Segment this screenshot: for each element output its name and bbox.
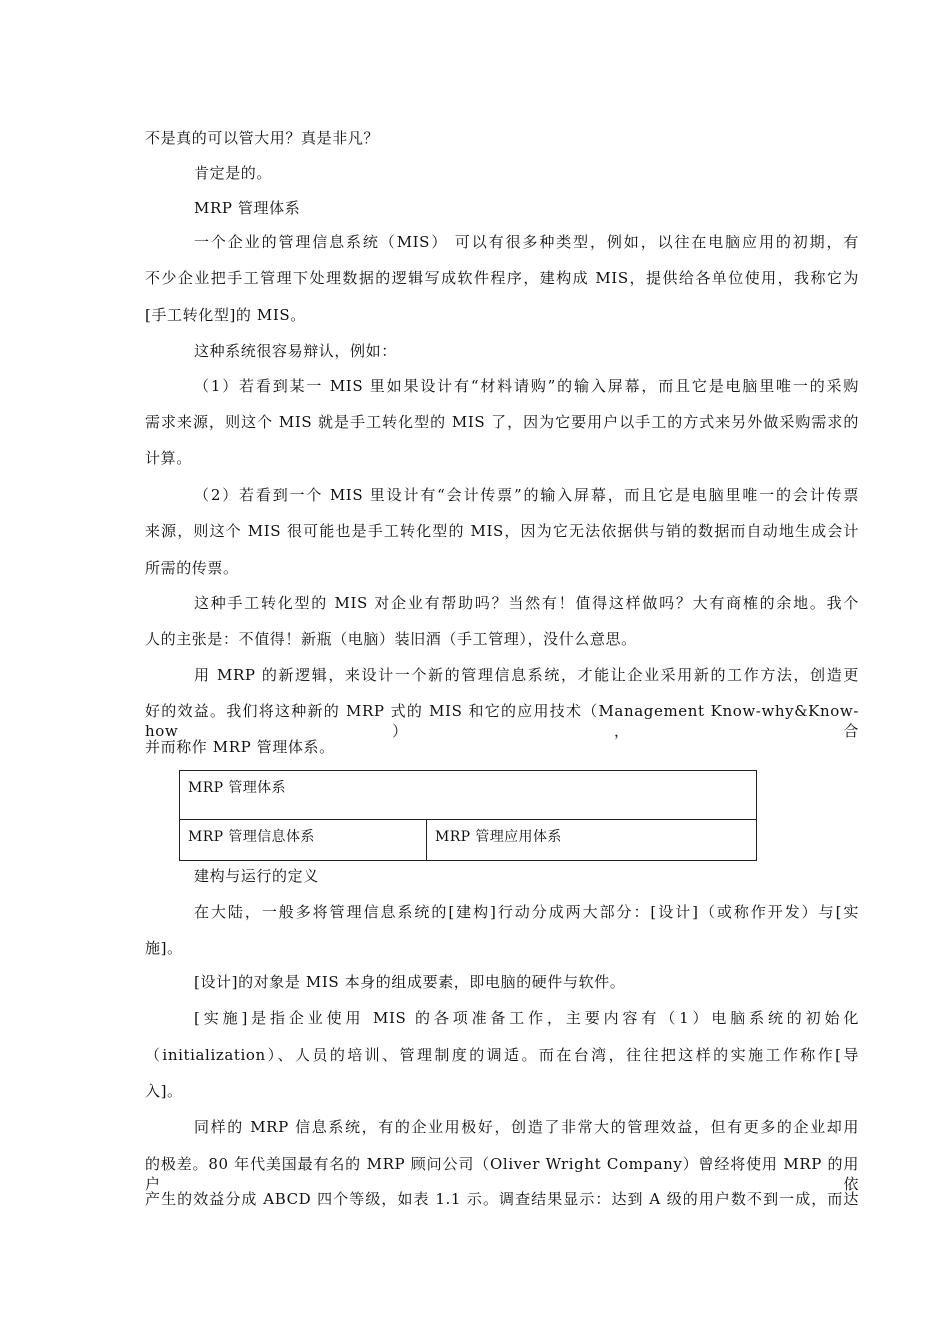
text-line: [实施]是指企业使用 MIS 的各项准备工作，主要内容有（1）电脑系统的初始化 [194, 1009, 859, 1027]
text-line: 用 MRP 的新逻辑，来设计一个新的管理信息系统，才能让企业采用新的工作方法，创造更 [194, 666, 859, 684]
text-line: 所需的传票。 [145, 559, 239, 577]
text-line: 人的主张是：不值得！新瓶（电脑）装旧酒（手工管理），没什么意思。 [145, 630, 637, 648]
text-line: 来源，则这个 MIS 很可能也是手工转化型的 MIS，因为它无法依据供与销的数据而自动地生成会计 [145, 522, 859, 540]
text-line: 同样的 MRP 信息系统，有的企业用极好，创造了非常大的管理效益，但有更多的企业却用 [194, 1118, 859, 1136]
section-heading: 建构与运行的定义 [194, 867, 319, 885]
text-line: 的极差。80 年代美国最有名的 MRP 顾问公司（Oliver Wright Company）曾经将使用 MRP 的用户依 [145, 1155, 859, 1193]
table-cell-left: MRP 管理信息体系 [180, 820, 427, 861]
mrp-structure-table [179, 770, 757, 861]
text-line: 产生的效益分成 ABCD 四个等级，如表 1.1 示。调查结果显示：达到 A 级的用户数不到一成，而达 [145, 1190, 859, 1208]
table-header-cell: MRP 管理体系 [180, 771, 757, 820]
section-heading: MRP 管理体系 [194, 199, 301, 217]
text-line: （1）若看到某一 MIS 里如果设计有“材料请购”的输入屏幕，而且它是电脑里唯一的采购 [194, 377, 859, 395]
text-line: 好的效益。我们将这种新的 MRP 式的 MIS 和它的应用技术（Management Know-why&Know-how），合 [145, 702, 859, 740]
text-line: 需求来源，则这个 MIS 就是手工转化型的 MIS 了，因为它要用户以手工的方式来另外做采购需求的 [145, 413, 859, 431]
text-line: 这种系统很容易辩认，例如： [194, 342, 397, 360]
text-line: 不少企业把手工管理下处理数据的逻辑写成软件程序，建构成 MIS，提供给各单位使用，我称它为 [145, 269, 859, 287]
text-line: 施]。 [145, 939, 183, 957]
text-line: （initialization）、人员的培训、管理制度的调适。而在台湾，往往把这样的实施工作称作[导 [145, 1046, 859, 1064]
text-line: 一个企业的管理信息系统（MIS） 可以有很多种类型，例如，以往在电脑应用的初期，有 [194, 233, 859, 251]
text-line: （2）若看到一个 MIS 里设计有“会计传票”的输入屏幕，而且它是电脑里唯一的会计传票 [194, 486, 859, 504]
text-line: [设计]的对象是 MIS 本身的组成要素，即电脑的硬件与软件。 [194, 973, 626, 991]
text-line: 不是真的可以管大用？真是非凡？ [145, 129, 380, 147]
table-cell-right: MRP 管理应用体系 [427, 820, 757, 861]
text-line: [手工转化型]的 MIS。 [145, 306, 306, 324]
text-line: 入]。 [145, 1082, 183, 1100]
text-line: 在大陆，一般多将管理信息系统的[建构]行动分成两大部分：[设计]（或称作开发）与[实 [194, 903, 859, 921]
text-line: 这种手工转化型的 MIS 对企业有帮助吗？当然有！值得这样做吗？大有商榷的余地。我个 [194, 594, 859, 612]
text-line: 并而称作 MRP 管理体系。 [145, 738, 335, 756]
text-line: 肯定是的。 [194, 164, 273, 182]
text-line: 计算。 [145, 449, 192, 467]
